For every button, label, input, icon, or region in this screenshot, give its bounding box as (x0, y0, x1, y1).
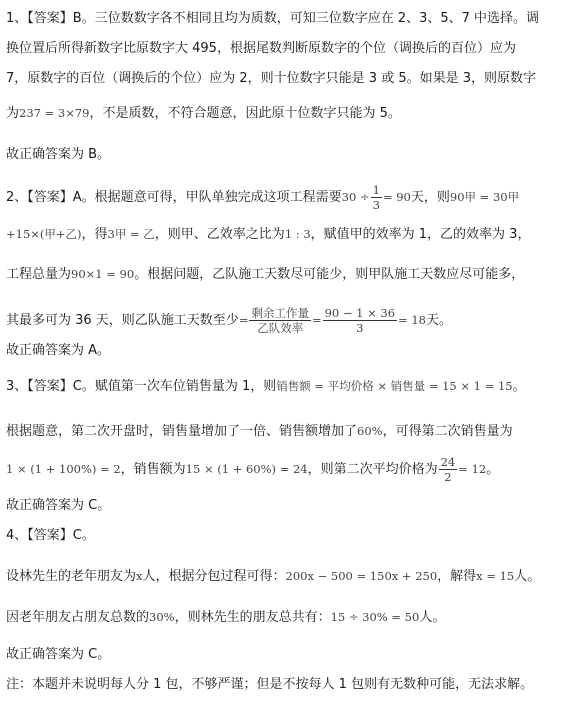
answer-2-line-4 (6, 302, 567, 338)
text: ，则林先生的朋友总共有： (174, 610, 331, 625)
math-expression: = 90 (382, 190, 411, 204)
answer-2-line-2 (6, 225, 567, 244)
text: 天。 (426, 313, 453, 328)
text: ，则第二次平均价格为 (307, 462, 438, 477)
math-expression: = (238, 313, 249, 327)
answer-3-conclusion: 故正确答案为 C。 (6, 498, 111, 513)
fraction-denominator: 2 (444, 470, 452, 484)
math-expression: 237 = 3×79 (19, 106, 90, 120)
text: 根据题意，第二次开盘时，销售量增加了一倍、销售额增加了 (6, 424, 358, 439)
text: 因老年朋友占朋友总数的 (6, 610, 150, 625)
fraction-numerator: 24 (440, 455, 456, 469)
text: 天，则 (410, 190, 450, 205)
text: 工程总量为 (6, 267, 72, 282)
text: 其最多可为 36 天，则乙队施工天数至少 (6, 313, 239, 328)
text: 。 (512, 379, 526, 394)
answer-1-line-3: 7，原数字的百位（调换后的个位）应为 2，则十位数字只能是 3 或 5。如果是 3，则原数字 (6, 71, 537, 86)
text: 3、【答案】C。赋值第一次车位销售量为 1，则 (6, 379, 277, 394)
fraction-denominator: 3 (356, 321, 364, 335)
text: ，不是质数，不符合题意，因此原十位数字只能为 5。 (89, 106, 401, 121)
math-expression: 60% (357, 424, 383, 438)
fraction-numerator: 90 − 1 × 36 (324, 306, 396, 320)
math-expression: 1 : 3 (284, 227, 311, 241)
answer-4-line-1: 4、【答案】C。 (6, 528, 95, 543)
text: ，得 (81, 227, 108, 242)
math-expression: 30% (149, 610, 175, 624)
fraction-numerator: 剩余工作量 (251, 306, 309, 320)
text: 。根据问题，乙队施工天数尽可能少，则甲队施工天数应尽可能多， (134, 267, 525, 282)
answer-3-line-1 (6, 377, 567, 396)
math-expression: = (311, 313, 322, 327)
answer-1-line-2: 换位置后所得新数字比原数字大 495，根据尾数判断原数字的个位（调换后的百位）应为 (6, 41, 516, 56)
fraction-numerator: 1 (372, 183, 380, 197)
math-expression: x = 15 (476, 569, 515, 583)
answer-4-line-2 (6, 567, 567, 586)
answer-4-note: 注：本题并未说明每人分 1 包，不够严谨；但是不按每人 1 包则有无数种可能，无法求解。 (6, 677, 534, 692)
math-expression: 销售额 = 平均价格 × 销售量 = 15 × 1 = 15 (276, 379, 513, 393)
answer-2-line-3 (6, 265, 567, 284)
answer-1-conclusion: 故正确答案为 B。 (6, 147, 111, 162)
math-expression: 90甲 = 30甲 (449, 190, 520, 204)
text: 设林先生的老年朋友为 (6, 569, 137, 584)
math-expression: = 18 (398, 313, 427, 327)
math-expression: x (136, 569, 143, 583)
math-expression: 1 × (1 + 100%) = 2 (6, 462, 121, 476)
fraction (323, 306, 397, 335)
answer-2-conclusion: 故正确答案为 A。 (6, 343, 111, 358)
answer-4-conclusion: 故正确答案为 C。 (6, 647, 111, 662)
text: 人，根据分包过程可得： (142, 569, 286, 584)
math-expression: 200x − 500 = 150x + 250 (285, 569, 438, 583)
fraction (371, 183, 382, 212)
text: ，解得 (437, 569, 477, 584)
text: ，赋值甲的效率为 1，乙的效率为 3， (310, 227, 531, 242)
answer-3-line-2 (6, 422, 567, 441)
math-expression: 90×1 = 90 (71, 267, 135, 281)
answer-3-line-3 (6, 452, 567, 486)
answer-1-line-1: 1、【答案】B。三位数数字各不相同且均为质数，可知三位数字应在 2、3、5、7 中选择。调 (6, 11, 540, 26)
text: ，则甲、乙效率之比为 (154, 227, 285, 242)
math-expression: +15×(甲+乙) (6, 227, 82, 241)
math-expression: 30 ÷ (341, 190, 370, 204)
text: 人。 (419, 610, 446, 625)
text: 为 (6, 106, 20, 121)
math-expression: 15 × (1 + 60%) = 24 (185, 462, 308, 476)
math-expression: 3甲 = 乙 (107, 227, 155, 241)
fraction-denominator: 3 (372, 198, 380, 212)
answer-2-line-1 (6, 183, 567, 212)
math-expression: = 12 (458, 462, 487, 476)
text: 2、【答案】A。根据题意可得，甲队单独完成这项工程需要 (6, 190, 342, 205)
text: ，销售额为 (120, 462, 186, 477)
fraction (249, 306, 311, 335)
fraction (439, 455, 458, 484)
math-expression: 15 ÷ 30% = 50 (330, 610, 420, 624)
answer-4-line-3 (6, 608, 567, 627)
text: 。 (486, 462, 500, 477)
text: ，可得第二次销售量为 (382, 424, 513, 439)
fraction-denominator: 乙队效率 (257, 321, 304, 335)
text: 人。 (514, 569, 541, 584)
answer-1-line-4 (6, 104, 567, 123)
